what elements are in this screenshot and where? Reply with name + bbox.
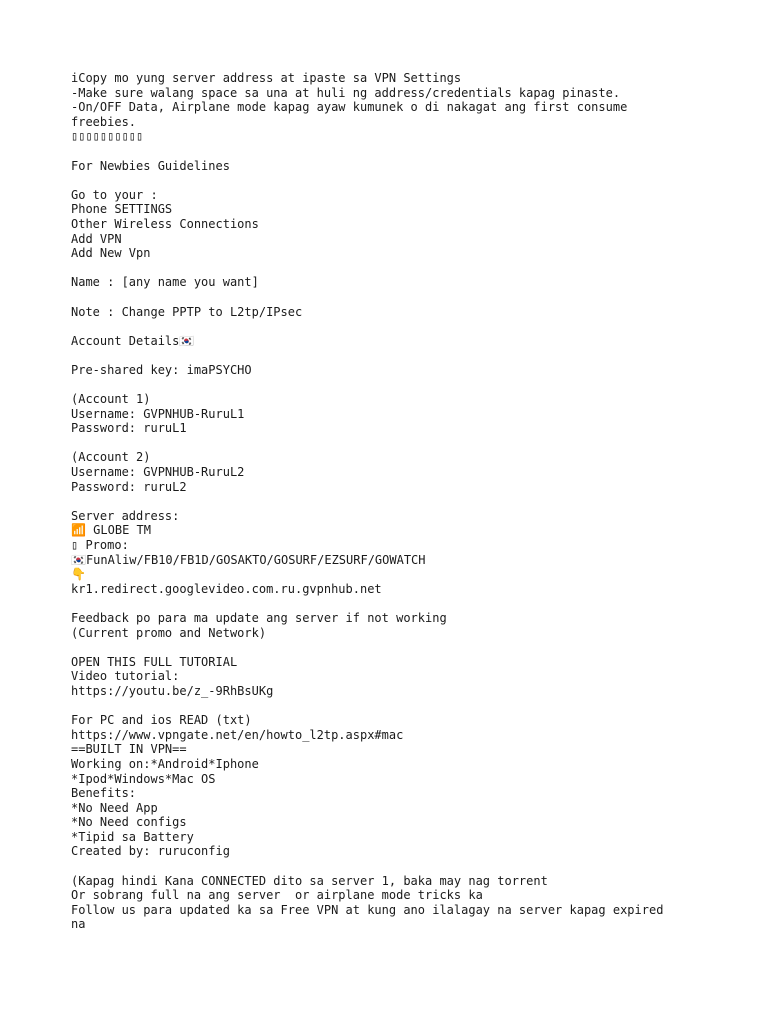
text-line: Add VPN <box>71 231 122 246</box>
blank-line <box>71 596 751 611</box>
text-line: ▯ Promo: <box>71 538 129 552</box>
blank-line <box>71 494 751 509</box>
blank-line <box>71 319 751 334</box>
text-line: -On/OFF Data, Airplane mode kapag ayaw kumunek o di nakagat ang first consume <box>71 100 628 115</box>
blank-line <box>71 377 751 392</box>
text-line: Benefits: <box>71 786 137 801</box>
text-line: Add New Vpn <box>71 246 151 261</box>
text-line: 🇰🇷FunAliw/FB10/FB1D/GOSAKTO/GOSURF/EZSURF/GOWATCH <box>71 552 426 567</box>
text-line: Account Details🇰🇷 <box>71 333 195 348</box>
text-line: na <box>71 917 86 932</box>
text-line: Note : Change PPTP to L2tp/IPsec <box>71 304 303 319</box>
text-line: Password: ruruL1 <box>71 421 187 436</box>
blank-line <box>71 290 751 305</box>
blank-line <box>71 859 751 874</box>
text-line: Feedback po para ma update ang server if not working <box>71 610 447 625</box>
blank-line <box>71 699 751 714</box>
blank-line <box>71 436 751 451</box>
text-line: kr1.redirect.googlevideo.com.ru.gvpnhub.net <box>71 581 382 596</box>
document-body <box>71 71 751 932</box>
text-line: OPEN THIS FULL TUTORIAL <box>71 654 238 669</box>
blank-line <box>71 348 751 363</box>
text-line: *No Need configs <box>71 815 187 830</box>
text-line: ==BUILT IN VPN== <box>71 742 187 757</box>
blank-line <box>71 173 751 188</box>
text-line: *Tipid sa Battery <box>71 829 194 844</box>
text-line: For Newbies Guidelines <box>71 158 230 173</box>
text-line: Created by: ruruconfig <box>71 844 230 859</box>
text-line: (Account 2) <box>71 450 151 465</box>
text-line: Server address: <box>71 508 180 523</box>
text-line: (Kapag hindi Kana CONNECTED dito sa server 1, baka may nag torrent <box>71 873 548 888</box>
text-line: ▯▯▯▯▯▯▯▯▯▯ <box>71 129 144 144</box>
text-line: For PC and ios READ (txt) <box>71 713 252 728</box>
text-line[interactable]: https://youtu.be/z_-9RhBsUKg <box>71 683 274 698</box>
text-line: Username: GVPNHUB-RuruL1 <box>71 406 245 421</box>
text-line: Or sobrang full na ang server or airplane mode tricks ka <box>71 888 483 903</box>
text-line: -Make sure walang space sa una at huli ng address/credentials kapag pinaste. <box>71 85 621 100</box>
text-line: Password: ruruL2 <box>71 479 187 494</box>
text-line: Username: GVPNHUB-RuruL2 <box>71 465 245 480</box>
blank-line <box>71 640 751 655</box>
text-line: freebies. <box>71 114 137 129</box>
text-line: Pre-shared key: imaPSYCHO <box>71 362 252 377</box>
text-line[interactable]: https://www.vpngate.net/en/howto_l2tp.aspx#mac <box>71 727 404 742</box>
text-line: iCopy mo yung server address at ipaste sa VPN Settings <box>71 71 462 85</box>
blank-line <box>71 261 751 276</box>
text-line: Name : [any name you want] <box>71 275 259 290</box>
text-line: Working on:*Android*Iphone <box>71 756 259 771</box>
text-line: Go to your : <box>71 187 158 202</box>
text-line: Phone SETTINGS <box>71 202 173 217</box>
text-line: (Account 1) <box>71 392 151 407</box>
text-line: *No Need App <box>71 800 158 815</box>
text-line: *Ipod*Windows*Mac OS <box>71 771 216 786</box>
text-line: Video tutorial: <box>71 669 180 684</box>
text-line: Other Wireless Connections <box>71 216 259 231</box>
blank-line <box>71 144 751 159</box>
text-line: 📶 GLOBE TM <box>71 523 151 538</box>
text-line: (Current promo and Network) <box>71 625 267 640</box>
text-line: 👇 <box>71 567 86 582</box>
text-line: Follow us para updated ka sa Free VPN at kung ano ilalagay na server kapag expired <box>71 902 664 917</box>
